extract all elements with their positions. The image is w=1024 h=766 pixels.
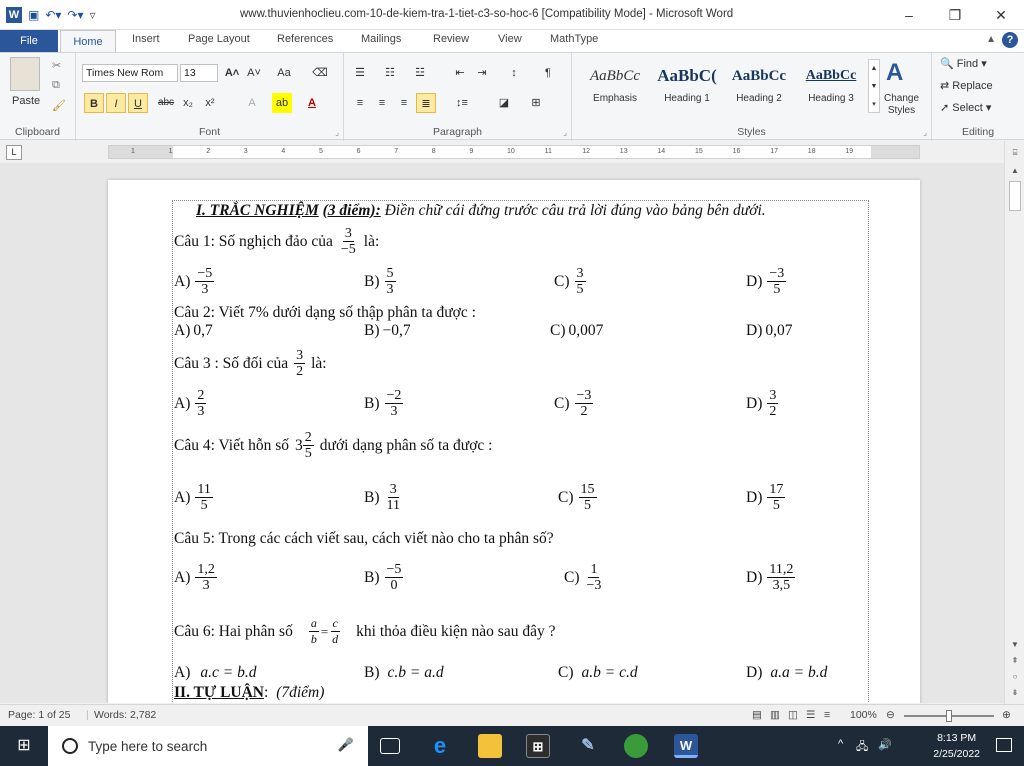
previous-page-icon[interactable]: ⇞ (1011, 656, 1019, 665)
fraction-denominator: 5 (772, 498, 780, 513)
option-label: B) (364, 394, 380, 412)
fraction-numerator: a (310, 616, 317, 630)
fraction-denominator: b (310, 632, 317, 646)
chrome-icon[interactable] (624, 734, 648, 758)
fraction-denominator: 2 (296, 364, 304, 379)
option-label: C) (550, 322, 566, 339)
borders-icon[interactable]: ⊞ (531, 97, 541, 109)
zoom-level[interactable]: 100% (850, 709, 877, 721)
ruler-number: 4 (281, 148, 286, 155)
fraction-numerator: 3 (344, 226, 352, 241)
web-layout-icon[interactable]: ◫ (788, 709, 798, 721)
styles-group (572, 53, 932, 141)
show-hidden-icons[interactable]: ^ (838, 738, 844, 750)
tab-home[interactable]: Home (60, 30, 116, 52)
bullets-icon[interactable]: ☰ (355, 67, 365, 79)
restore-button[interactable]: ❐ (948, 7, 962, 23)
fraction-denominator: −5 (340, 242, 356, 257)
tab-mathtype[interactable]: MathType (550, 33, 599, 45)
fraction-numerator: 1 (590, 562, 598, 577)
font-color-icon[interactable]: A (308, 97, 316, 109)
q6-option-c (558, 664, 638, 682)
q6-option-b (364, 664, 444, 682)
save-icon[interactable]: ▣ (28, 8, 40, 22)
option-label: D) (746, 488, 763, 506)
question-3-text: Câu 3 : Số đối của (174, 354, 289, 372)
format-painter-icon[interactable]: 🖌 (52, 100, 66, 112)
fraction-denominator: 5 (304, 446, 312, 461)
section-1-heading (196, 202, 766, 220)
minimize-button[interactable]: – (905, 7, 913, 23)
bold-icon[interactable]: B (84, 93, 104, 113)
fraction-numerator: −3 (576, 388, 592, 403)
ribbon (0, 52, 1024, 140)
sort-icon[interactable]: ↕ (511, 67, 517, 79)
word-app-icon[interactable]: W (6, 7, 22, 23)
ruler-number: 8 (431, 148, 436, 155)
fraction-denominator: 2 (580, 404, 588, 419)
q2-option-a (174, 322, 213, 340)
style-heading-3-sample: AaBbCc (805, 68, 857, 83)
option-label: D) (746, 568, 763, 586)
justify-icon[interactable]: ≣ (416, 93, 436, 113)
option-label: C) (558, 488, 574, 506)
style-emphasis-sample: AaBbCc (590, 68, 640, 84)
print-layout-icon[interactable]: ▤ (752, 709, 762, 721)
option-label: A) (174, 664, 191, 681)
option-label: A) (174, 568, 191, 586)
clock-date: 2/25/2022 (933, 748, 980, 760)
document-page[interactable] (108, 180, 920, 703)
question-1-fraction (339, 226, 358, 257)
fraction-numerator: 15 (580, 482, 595, 497)
paint-icon[interactable]: ✎ (581, 737, 595, 754)
copy-icon[interactable]: ⧉ (52, 79, 60, 91)
question-6-suffix: khi thỏa điều kiện nào sau đây ? (356, 622, 556, 640)
customize-qat-icon[interactable]: ▿ (89, 8, 96, 22)
fraction-numerator: 2 (197, 388, 205, 403)
fraction-denominator: 5 (773, 282, 781, 297)
tab-file[interactable]: File (0, 30, 58, 52)
section-1-title: I. TRẮC NGHIỆM (196, 202, 319, 219)
section-2-points: (7điểm) (276, 684, 325, 701)
option-label: A) (174, 322, 191, 339)
fraction-numerator: 11,2 (769, 562, 794, 577)
ruler-number: 19 (845, 148, 854, 155)
question-6 (174, 616, 555, 647)
ruler-number: 6 (356, 148, 361, 155)
option-value: a.c = b.d (200, 664, 257, 681)
styles-label: Styles (737, 126, 766, 138)
q5-option-a (174, 562, 219, 593)
fraction-numerator: 3 (769, 388, 777, 403)
font-group (76, 53, 344, 141)
fraction-denominator: 3 (386, 282, 394, 297)
q4-option-d (746, 482, 787, 513)
option-value: c.b = a.d (387, 664, 444, 681)
option-value: a.a = b.d (770, 664, 828, 681)
next-page-icon[interactable]: ⇟ (1011, 688, 1019, 697)
change-case-icon[interactable]: Aa (277, 67, 291, 79)
paragraph-group (344, 53, 572, 141)
ruler-number: 11 (544, 148, 552, 155)
fraction-denominator: 3 (201, 282, 209, 297)
style-heading-3-name: Heading 3 (808, 93, 854, 104)
file-explorer-icon[interactable] (478, 734, 502, 758)
windows-start-icon[interactable]: ⊞ (17, 737, 31, 754)
align-right-icon[interactable]: ≡ (400, 97, 408, 109)
ruler-number: 12 (582, 148, 590, 155)
tab-references[interactable]: References (277, 33, 334, 45)
question-4-suffix: dưới dạng phân số ta được : (319, 436, 493, 454)
fraction-numerator: −2 (386, 388, 402, 403)
scroll-down-icon[interactable]: ▼ (1011, 640, 1019, 649)
change-styles-icon[interactable]: A (886, 59, 904, 86)
fraction-numerator: 2 (304, 430, 312, 445)
equals-sign: = (320, 623, 329, 639)
tab-review[interactable]: Review (433, 33, 470, 45)
find-icon: 🔍 (940, 58, 954, 70)
section-2-colon: : (264, 684, 269, 701)
tab-page-layout[interactable]: Page Layout (188, 33, 250, 45)
document-area (0, 163, 1004, 703)
cut-icon[interactable]: ✂ (52, 60, 62, 72)
option-label: B) (364, 322, 380, 339)
option-label: D) (746, 394, 763, 412)
taskbar-clock[interactable] (933, 730, 980, 762)
q2-option-c (550, 322, 603, 340)
style-heading-2-sample: AaBbCc (731, 68, 787, 84)
style-emphasis[interactable] (580, 59, 650, 115)
q3-option-c (554, 388, 595, 419)
cortana-icon (62, 738, 78, 754)
help-icon[interactable]: ? (1002, 32, 1018, 48)
option-label: A) (174, 394, 191, 412)
question-6-fraction-1 (309, 616, 319, 647)
decrease-indent-icon[interactable]: ⇤ (455, 67, 465, 79)
shading-icon[interactable]: ◪ (498, 97, 510, 109)
option-label: D) (746, 664, 763, 681)
question-1 (174, 226, 379, 257)
full-screen-reading-icon[interactable]: ▥ (770, 709, 780, 721)
paragraph-dialog-launcher-icon[interactable]: ⌟ (563, 128, 567, 137)
find-label: Find (956, 58, 979, 70)
ruler-number: 9 (469, 148, 474, 155)
word-count[interactable]: Words: 2,782 (94, 709, 157, 721)
option-value: a.b = c.d (581, 664, 638, 681)
ruler-number: 17 (770, 148, 778, 155)
highlight-icon[interactable]: ab (272, 93, 292, 113)
grow-font-icon[interactable]: A˄ (224, 67, 240, 79)
ruler-numbers (109, 146, 919, 158)
fraction-denominator: 2 (769, 404, 777, 419)
change-styles-label-1: Change (884, 93, 920, 104)
clear-formatting-icon[interactable]: ⌫ (312, 67, 328, 79)
q1-option-b (364, 266, 398, 297)
q3-option-d (746, 388, 780, 419)
text-effects-icon[interactable]: A (248, 97, 256, 109)
find-button[interactable]: 🔍 Find ▾ (940, 58, 987, 70)
fraction-numerator: 1,2 (197, 562, 215, 577)
status-bar: Page: 1 of 25 | Words: 2,782 ▤ ▥ ◫ ☰ ≡ 100% ⊖ ⊕ (0, 704, 1024, 726)
word-taskbar-icon[interactable]: W (674, 734, 698, 758)
close-button[interactable]: ✕ (995, 7, 1007, 23)
option-label: D) (746, 272, 763, 290)
section-1-instruction: Điền chữ cái đứng trước câu trả lời đúng vào bảng bên dưới. (384, 202, 766, 219)
align-left-icon[interactable]: ≡ (356, 97, 364, 109)
zoom-out-icon[interactable]: ⊖ (886, 709, 895, 721)
underline-icon[interactable]: U (128, 93, 148, 113)
page-count[interactable]: Page: 1 of 25 (8, 709, 71, 721)
ruler-number: 3 (243, 148, 248, 155)
section-1-points: (3 điểm): (322, 202, 381, 219)
tab-view[interactable]: View (498, 33, 522, 45)
draft-icon[interactable]: ≡ (824, 709, 831, 721)
select-button[interactable]: ➚ Select ▾ (940, 102, 992, 114)
select-icon: ➚ (940, 102, 950, 114)
superscript-icon[interactable]: x² (205, 97, 215, 109)
volume-icon[interactable]: 🔊 (878, 739, 892, 751)
style-heading-1-name: Heading 1 (664, 93, 710, 104)
ruler-number: 15 (695, 148, 703, 155)
q4-option-c (558, 482, 599, 513)
italic-icon[interactable]: I (106, 93, 126, 113)
option-value: 0,7 (193, 322, 213, 339)
scroll-thumb[interactable] (1009, 181, 1021, 211)
edge-icon[interactable]: e (433, 733, 447, 758)
fraction-numerator: −5 (197, 266, 213, 281)
q6-option-a (174, 664, 256, 682)
network-icon[interactable]: 🖧 (856, 741, 869, 753)
option-value: −0,7 (382, 322, 411, 339)
fraction-denominator: 11 (386, 498, 400, 513)
ruler-number: 7 (394, 148, 399, 155)
align-center-icon[interactable]: ≡ (378, 97, 386, 109)
question-6-fraction-2 (330, 616, 340, 647)
taskbar (0, 726, 1024, 766)
fraction-denominator: d (332, 632, 339, 646)
fraction-denominator: −3 (586, 578, 602, 593)
ruler-number: 16 (732, 148, 741, 155)
numbering-icon[interactable]: ☷ (385, 67, 395, 79)
option-label: C) (558, 664, 574, 681)
vertical-scrollbar[interactable] (1004, 141, 1024, 704)
task-view-icon[interactable] (380, 738, 400, 754)
font-label: Font (198, 126, 220, 138)
question-1-text: Câu 1: Số nghịch đảo của (174, 232, 333, 250)
undo-icon[interactable]: ↶▾ (45, 8, 62, 22)
clock-time: 8:13 PM (937, 732, 977, 744)
store-icon[interactable]: ⊞ (526, 734, 550, 758)
fraction-denominator: 3 (202, 578, 210, 593)
styles-dialog-launcher-icon[interactable]: ⌟ (923, 128, 927, 137)
search-placeholder: Type here to search (88, 738, 208, 754)
option-label: B) (364, 488, 380, 506)
paragraph-label: Paragraph (432, 126, 483, 138)
tab-selector[interactable]: L (6, 145, 22, 160)
ruler-strip[interactable] (108, 145, 920, 159)
q1-option-d (746, 266, 788, 297)
fraction-denominator: 3 (390, 404, 398, 419)
option-label: A) (174, 488, 191, 506)
ruler-number: 13 (619, 148, 628, 155)
window-title: www.thuvienhoclieu.com-10-de-kiem-tra-1-tiet-c3-so-hoc-6 [Compatibility Mode] - Microsoft Word (240, 8, 734, 20)
fraction-numerator: 3 (576, 266, 584, 281)
question-4-fraction (303, 430, 314, 461)
tab-insert[interactable]: Insert (132, 33, 160, 45)
ruler-number: 18 (807, 148, 816, 155)
title-bar (0, 0, 1024, 30)
change-styles-label-2: Styles (887, 105, 916, 116)
fraction-denominator: 5 (200, 498, 208, 513)
question-5: Câu 5: Trong các cách viết sau, cách viết nào cho ta phân số? (174, 530, 554, 547)
zoom-slider-knob[interactable] (946, 710, 952, 722)
quick-access-toolbar (6, 6, 96, 24)
fraction-denominator: 3 (197, 404, 205, 419)
style-heading-2-name: Heading 2 (736, 93, 782, 104)
replace-label: Replace (952, 80, 993, 92)
question-3 (174, 348, 327, 379)
q4-option-a (174, 482, 215, 513)
q5-option-b (364, 562, 405, 593)
q5-option-d (746, 562, 797, 593)
option-label: C) (554, 394, 570, 412)
font-dialog-launcher-icon[interactable]: ⌟ (335, 128, 339, 137)
line-spacing-icon[interactable]: ↕≡ (456, 97, 468, 109)
question-4-text: Câu 4: Viết hỗn số (174, 436, 290, 454)
clipboard-label: Clipboard (15, 126, 60, 138)
option-value: 0,007 (568, 322, 604, 339)
change-styles-button[interactable] (884, 93, 919, 117)
ruler-number: 2 (206, 148, 211, 155)
option-label: B) (364, 568, 380, 586)
mixed-number-whole: 3 (295, 436, 303, 454)
q6-option-d (746, 664, 827, 682)
option-label: C) (554, 272, 570, 290)
microphone-icon[interactable]: 🎤 (337, 737, 354, 752)
fraction-numerator: 11 (197, 482, 211, 497)
replace-button[interactable] (940, 79, 993, 92)
ruler-number: 14 (657, 148, 666, 155)
redo-icon[interactable]: ↷▾ (67, 8, 84, 22)
section-2-heading (174, 684, 324, 702)
show-marks-icon[interactable]: ¶ (545, 67, 551, 79)
q3-option-b (364, 388, 405, 419)
clipboard-group (0, 53, 76, 141)
replace-icon: ⇄ (940, 80, 950, 92)
select-label: Select (952, 102, 983, 114)
q2-option-b (364, 322, 411, 340)
q1-option-a (174, 266, 216, 297)
browse-object-icon[interactable]: ○ (1012, 672, 1018, 681)
styles-scroll-icon[interactable]: ▲ ▼ ▾ (868, 59, 880, 113)
multilevel-list-icon[interactable]: ☳ (415, 67, 425, 79)
question-2: Câu 2: Viết 7% dưới dạng số thập phân ta được : (174, 304, 476, 321)
outline-icon[interactable]: ☰ (806, 709, 816, 721)
notification-icon[interactable] (996, 738, 1012, 752)
fraction-denominator: 0 (390, 578, 398, 593)
editing-group (932, 53, 1024, 141)
option-label: A) (174, 272, 191, 290)
fraction-numerator: c (332, 616, 338, 630)
q4-option-b (364, 482, 404, 513)
fraction-numerator: −3 (769, 266, 785, 281)
fraction-numerator: 3 (296, 348, 304, 363)
fraction-denominator: 3,5 (772, 578, 791, 593)
question-3-fraction (294, 348, 305, 379)
q2-option-d (746, 322, 792, 340)
strikethrough-icon[interactable]: abc (157, 97, 175, 108)
ruler-number: 1 (131, 148, 135, 155)
paste-button[interactable]: Paste (12, 95, 41, 107)
question-3-suffix: là: (311, 354, 327, 372)
taskbar-search[interactable] (48, 726, 368, 766)
q5-option-c (564, 562, 605, 593)
fraction-numerator: 3 (389, 482, 397, 497)
fraction-numerator: 5 (386, 266, 394, 281)
option-value: 0,07 (765, 322, 793, 339)
style-heading-1[interactable] (652, 59, 722, 115)
style-heading-3[interactable] (796, 59, 866, 115)
question-6-text: Câu 6: Hai phân số (174, 622, 293, 640)
section-2-title: II. TỰ LUẬN (174, 684, 265, 701)
shrink-font-icon[interactable]: A˅ (247, 67, 261, 79)
horizontal-ruler (0, 141, 1024, 163)
increase-indent-icon[interactable]: ⇥ (477, 67, 487, 79)
ruler-number: 1 (168, 148, 173, 155)
ruler-number: 5 (319, 148, 323, 155)
fraction-denominator: 5 (584, 498, 591, 513)
ribbon-tabs (0, 30, 1024, 52)
font-size-field[interactable]: 13 (180, 64, 218, 82)
option-label: B) (364, 272, 380, 290)
question-1-suffix: là: (363, 232, 380, 250)
subscript-icon[interactable]: x₂ (183, 97, 193, 109)
style-heading-2[interactable] (724, 59, 794, 115)
collapse-ribbon-icon[interactable]: ▲ (986, 34, 996, 45)
q1-option-c (554, 266, 588, 297)
fraction-numerator: −5 (386, 562, 402, 577)
zoom-in-icon[interactable]: ⊕ (1002, 709, 1011, 721)
style-heading-1-sample: AaBbC( (657, 66, 717, 85)
font-name-field[interactable]: Times New Rom (82, 64, 178, 82)
option-label: B) (364, 664, 380, 681)
fraction-denominator: 5 (576, 282, 584, 297)
fraction-numerator: 17 (769, 482, 784, 497)
editing-label: Editing (961, 126, 995, 138)
question-4 (174, 430, 492, 461)
option-label: D) (746, 322, 763, 339)
q3-option-a (174, 388, 208, 419)
option-label: C) (564, 568, 580, 586)
paste-icon[interactable] (10, 57, 40, 91)
scroll-up-icon[interactable]: ▲ (1011, 166, 1019, 175)
tab-mailings[interactable]: Mailings (361, 33, 402, 45)
style-emphasis-name: Emphasis (593, 93, 637, 104)
ruler-number: 10 (507, 148, 515, 155)
ruler-toggle-icon[interactable]: ⌸ (1012, 148, 1018, 157)
